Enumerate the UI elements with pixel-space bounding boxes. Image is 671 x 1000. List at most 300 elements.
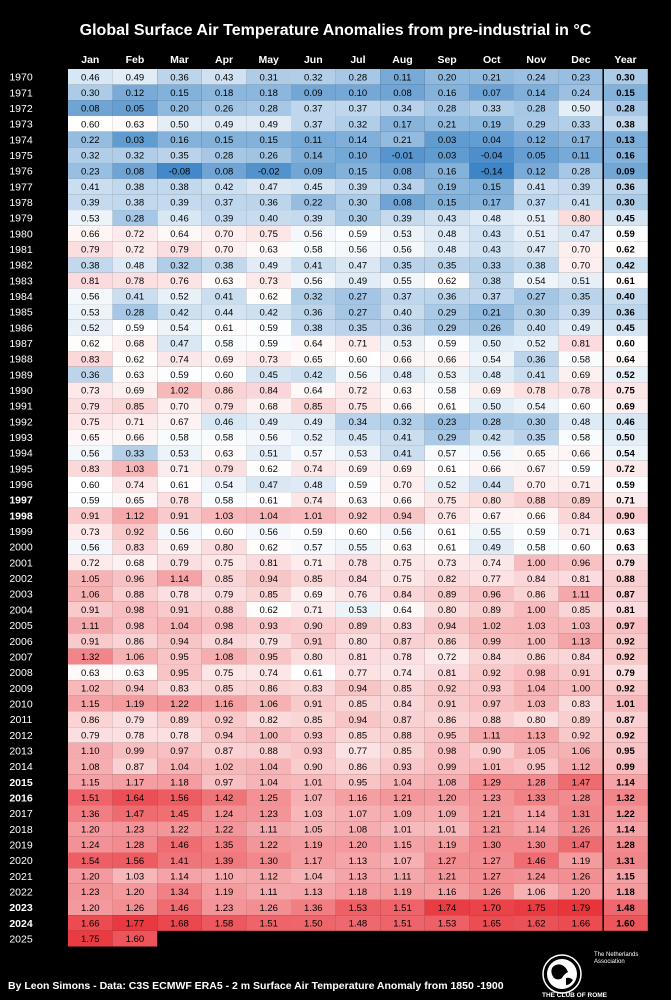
cell-label-1975-jan: 0.32 xyxy=(81,150,100,162)
cell-label-2002-mar: 1.14 xyxy=(170,573,189,585)
cell-label-1970-apr: 0.43 xyxy=(214,72,234,84)
year-label-1980: 1980 xyxy=(9,228,33,241)
logo-name: THE CLUB OF ROME xyxy=(542,992,607,998)
cell-label-1983-sep: 0.62 xyxy=(437,276,457,288)
cell-label-1976-feb: 0.08 xyxy=(125,166,145,178)
cell-label-2001-oct: 0.74 xyxy=(482,558,501,570)
cell-label-2021-jul: 1.13 xyxy=(348,871,368,883)
cell-label-1989-jun: 0.42 xyxy=(304,370,323,382)
cell-label-2009-jul: 0.94 xyxy=(348,683,368,695)
cell-label-2016-mar: 1.56 xyxy=(170,793,189,805)
year-label-2022: 2022 xyxy=(9,886,33,899)
cell-label-1990-aug: 0.63 xyxy=(393,385,412,397)
cell-label-1992-feb: 0.71 xyxy=(125,417,145,429)
cell-label-2019-apr: 1.35 xyxy=(214,840,234,852)
cell-label-2022-mar: 1.34 xyxy=(170,887,189,899)
cell-label-1988-dec: 0.58 xyxy=(571,354,591,366)
cell-label-2000-jan: 0.56 xyxy=(81,542,100,554)
cell-label-2022-sep: 1.16 xyxy=(437,887,457,899)
cell-label-2011-may: 0.82 xyxy=(259,714,278,726)
column-header-jun: Jun xyxy=(303,54,323,66)
cell-label-2003-may: 0.85 xyxy=(259,589,278,601)
cell-label-1978-feb: 0.38 xyxy=(125,197,145,209)
cell-label-1989-nov: 0.41 xyxy=(527,370,546,382)
year-label-1983: 1983 xyxy=(9,275,33,288)
cell-label-1970-aug: 0.11 xyxy=(393,72,412,84)
cell-label-2013-apr: 0.87 xyxy=(214,746,234,758)
cell-label-1971-dec: 0.24 xyxy=(571,88,591,100)
cell-label-1990-apr: 0.86 xyxy=(214,385,234,397)
cell-label-2018-may: 1.11 xyxy=(259,824,278,836)
cell-label-1981-jan: 0.79 xyxy=(81,244,100,256)
year-label-1977: 1977 xyxy=(9,181,33,194)
year-label-1987: 1987 xyxy=(9,338,33,351)
cell-label-2021-sep: 1.21 xyxy=(437,871,457,883)
cell-label-1993-apr: 0.58 xyxy=(214,432,234,444)
cell-label-1981-aug: 0.56 xyxy=(393,244,412,256)
cell-label-2021-jan: 1.20 xyxy=(81,871,100,883)
cell-label-2006-aug: 0.87 xyxy=(393,636,412,648)
cell-label-2009-may: 0.86 xyxy=(259,683,278,695)
cell-label-2004-mar: 0.91 xyxy=(170,605,189,617)
cell-label-2010-oct: 0.97 xyxy=(482,699,501,711)
cell-label-1974-feb: 0.03 xyxy=(125,135,145,147)
year-label-2008: 2008 xyxy=(9,667,33,680)
cell-label-2001-feb: 0.68 xyxy=(125,558,145,570)
cell-label-1997-sep: 0.75 xyxy=(437,495,457,507)
cell-label-1983-jun: 0.56 xyxy=(304,276,323,288)
cell-label-1998-oct: 0.67 xyxy=(482,511,501,523)
cell-label-1991-nov: 0.54 xyxy=(527,401,546,413)
cell-label-2001-jun: 0.71 xyxy=(304,558,323,570)
cell-label-1997-aug: 0.66 xyxy=(393,495,412,507)
cell-label-2010-dec: 0.83 xyxy=(571,699,591,711)
cell-label-2021-apr: 1.10 xyxy=(214,871,234,883)
cell-label-1973-jun: 0.37 xyxy=(304,119,323,131)
cell-label-1972-sep: 0.28 xyxy=(437,103,457,115)
cell-label-2000-jun: 0.57 xyxy=(304,542,323,554)
cell-label-1983-nov: 0.54 xyxy=(527,276,546,288)
cell-label-1981-mar: 0.79 xyxy=(170,244,189,256)
cell-label-1970-feb: 0.49 xyxy=(125,72,145,84)
cell-label-2011-jul: 0.94 xyxy=(348,714,368,726)
cell-label-2007-sep: 0.72 xyxy=(437,652,457,664)
cell-label-1991-may: 0.68 xyxy=(259,401,278,413)
cell-label-2020-dec: 1.19 xyxy=(571,855,591,867)
cell-label-1983-jan: 0.81 xyxy=(81,276,100,288)
cell-label-2020-feb: 1.56 xyxy=(125,855,145,867)
cell-label-2004-apr: 0.88 xyxy=(214,605,234,617)
cell-label-1972-jan: 0.08 xyxy=(81,103,100,115)
cell-label-1977-mar: 0.38 xyxy=(170,182,189,194)
cell-label-2017-may: 1.23 xyxy=(259,808,278,820)
cell-label-1978-sep: 0.15 xyxy=(437,197,457,209)
cell-label-2014-nov: 0.95 xyxy=(527,761,546,773)
cell-label-2013-nov: 1.05 xyxy=(527,746,546,758)
column-header-dec: Dec xyxy=(571,54,591,66)
cell-label-2008-oct: 0.92 xyxy=(482,667,501,679)
cell-label-2019-may: 1.22 xyxy=(259,840,278,852)
cell-label-1978-apr: 0.37 xyxy=(214,197,234,209)
cell-label-2018-jul: 1.08 xyxy=(348,824,368,836)
cell-label-2004-feb: 0.98 xyxy=(125,605,145,617)
cell-label-2007-dec: 0.84 xyxy=(571,652,591,664)
cell-label-1986-oct: 0.26 xyxy=(482,323,501,335)
cell-label-1980-oct: 0.43 xyxy=(482,229,501,241)
year-label-2018: 2018 xyxy=(9,823,33,836)
cell-label-1979-may: 0.40 xyxy=(259,213,278,225)
cell-label-1971-nov: 0.14 xyxy=(527,88,546,100)
cell-label-1992-year: 0.46 xyxy=(616,417,635,429)
year-label-1978: 1978 xyxy=(9,196,33,209)
cell-label-1999-aug: 0.56 xyxy=(393,526,412,538)
cell-label-1984-jan: 0.56 xyxy=(81,291,100,303)
cell-label-1999-oct: 0.55 xyxy=(482,526,501,538)
cell-label-2010-may: 1.06 xyxy=(259,699,278,711)
cell-label-1973-jan: 0.60 xyxy=(81,119,100,131)
cell-label-2005-jan: 1.11 xyxy=(81,620,100,632)
year-label-1981: 1981 xyxy=(9,244,33,257)
cell-label-2013-may: 0.88 xyxy=(259,746,278,758)
cell-label-2024-dec: 1.66 xyxy=(571,918,591,930)
cell-label-2018-year: 1.14 xyxy=(616,824,635,836)
cell-label-2012-feb: 0.78 xyxy=(125,730,145,742)
cell-label-1986-feb: 0.59 xyxy=(125,323,145,335)
cell-label-2014-feb: 0.87 xyxy=(125,761,145,773)
cell-label-1997-oct: 0.80 xyxy=(482,495,501,507)
year-label-1992: 1992 xyxy=(9,416,33,429)
cell-label-1991-year: 0.69 xyxy=(616,401,635,413)
cell-label-2010-year: 1.01 xyxy=(616,699,635,711)
cell-label-1982-jul: 0.47 xyxy=(348,260,368,272)
cell-label-2009-apr: 0.85 xyxy=(214,683,234,695)
cell-label-1975-feb: 0.32 xyxy=(125,150,145,162)
cell-label-1975-year: 0.16 xyxy=(616,150,635,162)
cell-label-1973-sep: 0.21 xyxy=(437,119,457,131)
cell-label-1998-aug: 0.94 xyxy=(393,511,412,523)
cell-label-2003-feb: 0.88 xyxy=(125,589,145,601)
cell-label-1979-dec: 0.80 xyxy=(571,213,591,225)
cell-label-1971-year: 0.15 xyxy=(616,88,635,100)
cell-label-1980-jul: 0.59 xyxy=(348,229,368,241)
cell-label-1990-jan: 0.73 xyxy=(81,385,100,397)
cell-label-1982-jun: 0.41 xyxy=(304,260,323,272)
cell-label-2000-mar: 0.69 xyxy=(170,542,189,554)
cell-label-1978-aug: 0.08 xyxy=(393,197,412,209)
cell-label-1992-aug: 0.32 xyxy=(393,417,412,429)
cell-label-1977-apr: 0.42 xyxy=(214,182,234,194)
cell-label-1981-may: 0.63 xyxy=(259,244,278,256)
cell-label-2001-jul: 0.78 xyxy=(348,558,368,570)
cell-label-1995-may: 0.62 xyxy=(259,464,278,476)
cell-label-1974-jan: 0.22 xyxy=(81,135,100,147)
cell-label-1982-feb: 0.48 xyxy=(125,260,145,272)
cell-label-2009-year: 0.92 xyxy=(616,683,635,695)
year-label-1979: 1979 xyxy=(9,212,33,225)
cell-label-2001-year: 0.79 xyxy=(616,558,635,570)
cell-label-2011-year: 0.87 xyxy=(616,714,635,726)
cell-label-1997-may: 0.61 xyxy=(259,495,278,507)
cell-label-2019-jan: 1.24 xyxy=(81,840,100,852)
cell-label-1998-jan: 0.91 xyxy=(81,511,100,523)
cell-label-1987-apr: 0.58 xyxy=(214,338,234,350)
cell-label-1984-feb: 0.41 xyxy=(125,291,145,303)
year-label-1985: 1985 xyxy=(9,306,33,319)
cell-label-1979-nov: 0.51 xyxy=(527,213,546,225)
cell-label-1971-mar: 0.15 xyxy=(170,88,189,100)
column-header-sep: Sep xyxy=(437,54,457,66)
cell-label-1994-jun: 0.57 xyxy=(304,448,323,460)
cell-label-1976-aug: 0.08 xyxy=(393,166,412,178)
cell-label-2024-feb: 1.77 xyxy=(125,918,145,930)
year-label-2010: 2010 xyxy=(9,698,33,711)
cell-label-1975-oct: -0.04 xyxy=(480,150,503,162)
cell-label-2019-aug: 1.15 xyxy=(393,840,412,852)
cell-label-1999-may: 0.56 xyxy=(259,526,278,538)
cell-label-1996-may: 0.47 xyxy=(259,479,278,491)
year-label-1988: 1988 xyxy=(9,353,33,366)
cell-label-1976-mar: -0.08 xyxy=(168,166,191,178)
cell-label-1973-jul: 0.32 xyxy=(348,119,368,131)
cell-label-1989-may: 0.45 xyxy=(259,370,278,382)
cell-label-2006-sep: 0.86 xyxy=(437,636,457,648)
cell-label-2013-year: 0.95 xyxy=(616,746,635,758)
cell-label-1988-mar: 0.74 xyxy=(170,354,189,366)
cell-label-1992-jan: 0.75 xyxy=(81,417,100,429)
cell-label-2005-may: 0.93 xyxy=(259,620,278,632)
cell-label-1983-aug: 0.55 xyxy=(393,276,412,288)
cell-label-2010-nov: 1.03 xyxy=(527,699,546,711)
cell-label-2011-sep: 0.86 xyxy=(437,714,457,726)
cell-label-1993-jan: 0.65 xyxy=(81,432,100,444)
cell-label-1994-jan: 0.56 xyxy=(81,448,100,460)
cell-label-2019-year: 1.28 xyxy=(616,840,635,852)
cell-label-2013-feb: 0.99 xyxy=(125,746,145,758)
cell-label-2021-year: 1.15 xyxy=(616,871,635,883)
cell-label-2025-jan: 1.75 xyxy=(81,934,100,946)
cell-label-2001-dec: 0.96 xyxy=(571,558,591,570)
cell-label-1972-apr: 0.26 xyxy=(214,103,234,115)
cell-label-2020-may: 1.30 xyxy=(259,855,278,867)
cell-label-1979-feb: 0.28 xyxy=(125,213,145,225)
cell-label-1974-may: 0.15 xyxy=(259,135,278,147)
cell-label-1985-sep: 0.29 xyxy=(437,307,457,319)
year-label-2019: 2019 xyxy=(9,839,33,852)
cell-label-2006-mar: 0.94 xyxy=(170,636,189,648)
cell-label-1996-oct: 0.44 xyxy=(482,479,501,491)
year-label-2012: 2012 xyxy=(9,729,33,742)
cell-label-1999-feb: 0.92 xyxy=(125,526,145,538)
cell-label-1998-jul: 0.92 xyxy=(348,511,368,523)
cell-label-2011-oct: 0.88 xyxy=(482,714,501,726)
cell-label-1975-may: 0.26 xyxy=(259,150,278,162)
cell-label-1985-jan: 0.53 xyxy=(81,307,100,319)
cell-label-1980-year: 0.59 xyxy=(616,229,635,241)
cell-label-1975-nov: 0.05 xyxy=(527,150,546,162)
cell-label-1997-jul: 0.63 xyxy=(348,495,368,507)
cell-label-1971-feb: 0.12 xyxy=(125,88,145,100)
cell-label-2018-mar: 1.22 xyxy=(170,824,189,836)
cell-label-2021-nov: 1.24 xyxy=(527,871,546,883)
cell-label-1976-nov: 0.12 xyxy=(527,166,546,178)
cell-label-1984-aug: 0.37 xyxy=(393,291,412,303)
cell-label-2015-oct: 1.29 xyxy=(482,777,501,789)
cell-label-2016-jul: 1.16 xyxy=(348,793,368,805)
cell-label-2023-nov: 1.75 xyxy=(527,902,546,914)
cell-label-2004-jun: 0.71 xyxy=(304,605,323,617)
cell-label-2003-nov: 0.86 xyxy=(527,589,546,601)
cell-label-2020-apr: 1.39 xyxy=(214,855,234,867)
cell-label-1996-mar: 0.61 xyxy=(170,479,189,491)
cell-label-1973-nov: 0.29 xyxy=(527,119,546,131)
cell-label-2022-dec: 1.20 xyxy=(571,887,591,899)
cell-label-2007-oct: 0.84 xyxy=(482,652,501,664)
cell-label-2019-nov: 1.30 xyxy=(527,840,546,852)
cell-label-1979-sep: 0.43 xyxy=(437,213,457,225)
cell-label-2007-may: 0.95 xyxy=(259,652,278,664)
cell-label-1987-feb: 0.68 xyxy=(125,338,145,350)
cell-label-1971-jun: 0.09 xyxy=(304,88,323,100)
cell-label-2003-dec: 1.11 xyxy=(572,589,590,601)
cell-label-2010-jan: 1.15 xyxy=(81,699,100,711)
cell-label-1995-year: 0.72 xyxy=(616,464,635,476)
cell-label-1986-may: 0.59 xyxy=(259,323,278,335)
cell-label-1990-year: 0.75 xyxy=(616,385,635,397)
cell-label-1991-jun: 0.85 xyxy=(304,401,323,413)
cell-label-2014-oct: 1.01 xyxy=(482,761,501,773)
cell-label-2022-aug: 1.19 xyxy=(393,887,412,899)
cell-label-1986-nov: 0.40 xyxy=(527,323,546,335)
cell-label-1974-oct: 0.04 xyxy=(482,135,501,147)
cell-label-2001-may: 0.81 xyxy=(259,558,278,570)
cell-label-2022-jun: 1.13 xyxy=(304,887,323,899)
cell-label-2000-dec: 0.60 xyxy=(571,542,591,554)
cell-label-2002-year: 0.88 xyxy=(616,573,635,585)
column-header-year: Year xyxy=(614,54,637,66)
cell-label-2014-may: 1.04 xyxy=(259,761,278,773)
cell-label-2025-feb: 1.60 xyxy=(125,934,145,946)
cell-label-2008-apr: 0.75 xyxy=(214,667,234,679)
cell-label-1997-feb: 0.65 xyxy=(125,495,145,507)
cell-label-1995-jul: 0.69 xyxy=(348,464,368,476)
cell-label-1976-jan: 0.23 xyxy=(81,166,100,178)
year-label-2025: 2025 xyxy=(9,933,33,946)
year-label-1973: 1973 xyxy=(9,118,33,131)
cell-label-2010-mar: 1.22 xyxy=(170,699,189,711)
cell-label-1986-jan: 0.52 xyxy=(81,323,100,335)
cell-label-1985-oct: 0.21 xyxy=(482,307,501,319)
cell-label-1979-jun: 0.39 xyxy=(304,213,323,225)
cell-label-2015-aug: 1.04 xyxy=(393,777,412,789)
cell-label-1997-year: 0.71 xyxy=(616,495,635,507)
cell-label-2013-mar: 0.97 xyxy=(170,746,189,758)
cell-label-2009-feb: 0.94 xyxy=(125,683,145,695)
cell-label-2017-feb: 1.47 xyxy=(125,808,145,820)
year-label-1970: 1970 xyxy=(9,71,33,84)
cell-label-1982-year: 0.42 xyxy=(616,260,635,272)
cell-label-1984-may: 0.62 xyxy=(259,291,278,303)
cell-label-1995-nov: 0.67 xyxy=(527,464,546,476)
cell-label-1976-apr: 0.08 xyxy=(214,166,234,178)
cell-label-1985-aug: 0.40 xyxy=(393,307,412,319)
cell-label-1989-aug: 0.48 xyxy=(393,370,412,382)
cell-label-1998-apr: 1.03 xyxy=(214,511,234,523)
cell-label-2015-apr: 0.97 xyxy=(214,777,234,789)
cell-label-1970-jul: 0.28 xyxy=(348,72,368,84)
cell-label-1999-dec: 0.71 xyxy=(571,526,591,538)
cell-label-1974-nov: 0.12 xyxy=(527,135,546,147)
cell-label-1975-jun: 0.14 xyxy=(304,150,323,162)
cell-label-2004-nov: 1.00 xyxy=(527,605,546,617)
cell-label-1976-dec: 0.28 xyxy=(571,166,591,178)
cell-label-2023-jul: 1.53 xyxy=(348,902,368,914)
cell-label-2016-oct: 1.23 xyxy=(482,793,501,805)
cell-label-2020-year: 1.31 xyxy=(616,855,635,867)
cell-label-2009-jan: 1.02 xyxy=(81,683,100,695)
cell-label-1990-sep: 0.58 xyxy=(437,385,457,397)
cell-label-2006-dec: 1.13 xyxy=(571,636,591,648)
cell-label-2010-aug: 0.84 xyxy=(393,699,412,711)
cell-label-1972-dec: 0.50 xyxy=(571,103,591,115)
year-label-2003: 2003 xyxy=(9,588,33,601)
cell-label-2015-jul: 0.95 xyxy=(348,777,368,789)
cell-label-1987-oct: 0.50 xyxy=(482,338,501,350)
cell-label-2006-jun: 0.91 xyxy=(304,636,323,648)
cell-label-1998-feb: 1.12 xyxy=(125,511,145,523)
cell-label-1976-jul: 0.15 xyxy=(348,166,368,178)
cell-label-2017-jun: 1.03 xyxy=(304,808,323,820)
cell-label-1992-oct: 0.28 xyxy=(482,417,501,429)
cell-label-2003-sep: 0.89 xyxy=(437,589,457,601)
cell-label-1990-may: 0.84 xyxy=(259,385,278,397)
cell-label-1996-year: 0.59 xyxy=(616,479,635,491)
cell-label-1982-mar: 0.32 xyxy=(170,260,189,272)
cell-label-1979-oct: 0.48 xyxy=(482,213,501,225)
cell-label-1994-oct: 0.56 xyxy=(482,448,501,460)
cell-label-1977-jul: 0.39 xyxy=(348,182,368,194)
cell-label-1974-dec: 0.17 xyxy=(571,135,591,147)
cell-label-1996-jul: 0.59 xyxy=(348,479,368,491)
cell-label-1972-year: 0.28 xyxy=(616,103,635,115)
cell-label-1975-aug: -0.01 xyxy=(391,150,414,162)
cell-label-2017-jan: 1.36 xyxy=(81,808,100,820)
cell-label-2016-feb: 1.64 xyxy=(125,793,145,805)
cell-label-1987-jun: 0.64 xyxy=(304,338,323,350)
column-header-jan: Jan xyxy=(81,54,100,66)
cell-label-1998-dec: 0.84 xyxy=(571,511,591,523)
cell-label-2008-may: 0.74 xyxy=(259,667,278,679)
cell-label-2012-may: 1.00 xyxy=(259,730,278,742)
cell-label-1993-sep: 0.29 xyxy=(437,432,457,444)
cell-label-2010-feb: 1.19 xyxy=(125,699,145,711)
cell-label-2020-aug: 1.07 xyxy=(393,855,412,867)
cell-label-1995-mar: 0.71 xyxy=(170,464,189,476)
cell-label-1978-mar: 0.39 xyxy=(170,197,189,209)
cell-label-2005-jun: 0.90 xyxy=(304,620,323,632)
cell-label-1990-dec: 0.78 xyxy=(571,385,591,397)
cell-label-1991-aug: 0.66 xyxy=(393,401,412,413)
year-label-1995: 1995 xyxy=(9,463,33,476)
cell-label-1978-dec: 0.41 xyxy=(571,197,591,209)
cell-label-1981-sep: 0.48 xyxy=(437,244,457,256)
cell-label-2021-mar: 1.14 xyxy=(170,871,189,883)
year-label-2024: 2024 xyxy=(9,917,33,930)
cell-label-1975-jul: 0.10 xyxy=(348,150,368,162)
cell-label-1986-mar: 0.54 xyxy=(170,323,189,335)
cell-label-2006-oct: 0.99 xyxy=(482,636,501,648)
cell-label-2018-apr: 1.22 xyxy=(214,824,234,836)
cell-label-2005-nov: 1.03 xyxy=(527,620,546,632)
